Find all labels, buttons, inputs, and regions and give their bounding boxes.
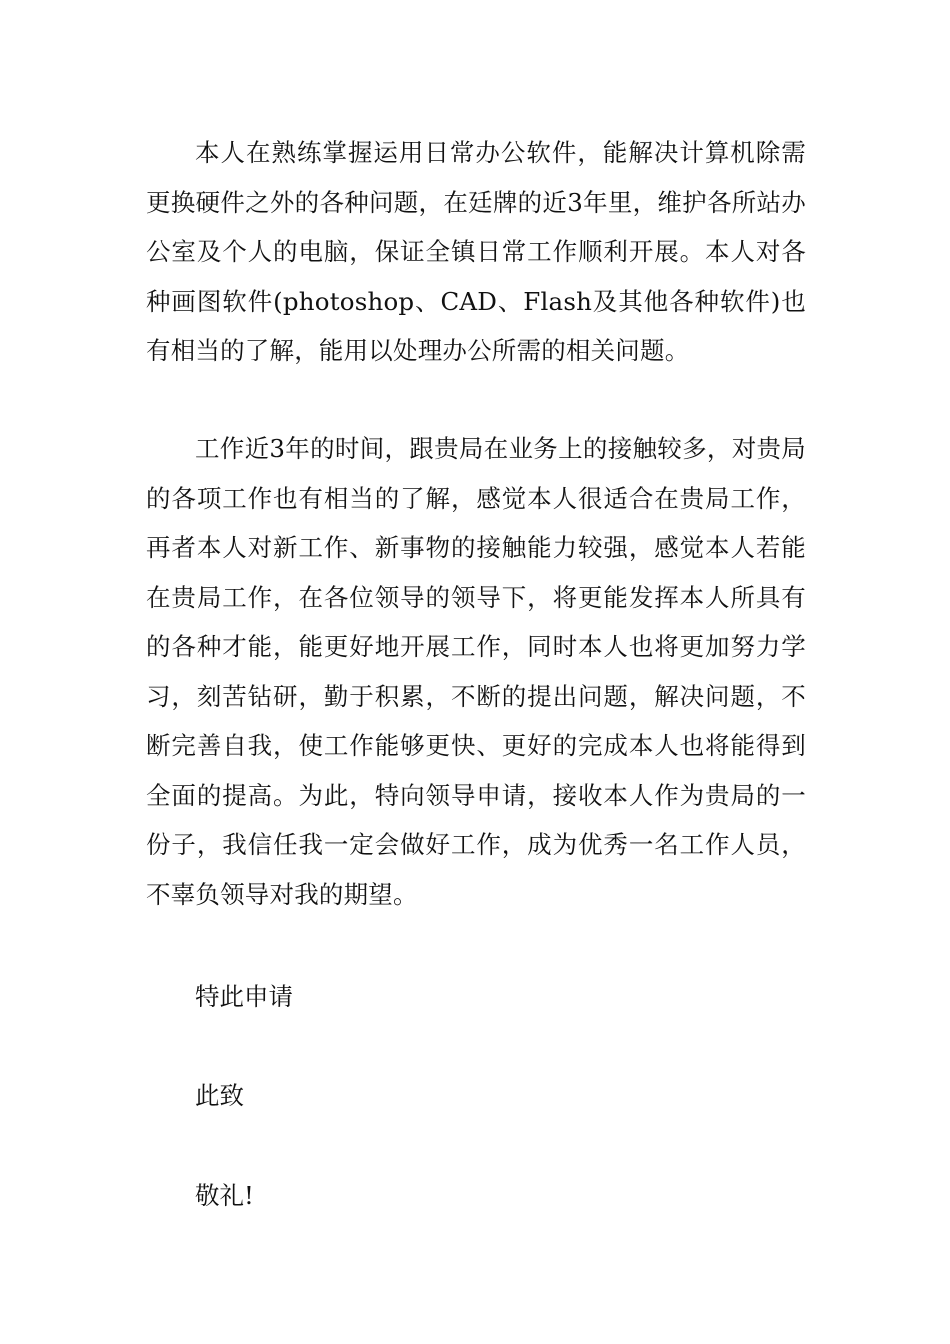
closing-request: 特此申请 (195, 982, 293, 1011)
closing-regards: 敬礼! (195, 1181, 254, 1210)
body-paragraph-application: 工作近3年的时间，跟贵局在业务上的接触较多，对贵局的各项工作也有相当的了解，感觉本人很适合在贵局工作，再者本人对新工作、新事物的接触能力较强，感觉本人若能在贵局工作，在各位领导的领导下，将更能发挥本人所具有的各种才能，能更好地开展工作，同时本人也将更加努力学习，刻苦钻研，勤于积累，不断的提出问题，解决问题，不断完善自我，使工作能够更快、更好的完成本人也将能得到全面的提高。为此，特向领导申请，接收本人作为贵局的一份子，我信任我一定会做好工作，成为优秀一名工作人员，不辜负领导对我的期望。 (146, 434, 806, 909)
closing-salutation: 此致 (195, 1081, 244, 1110)
body-paragraph-skills: 本人在熟练掌握运用日常办公软件，能解决计算机除需更换硬件之外的各种问题，在廷牌的近3年里，维护各所站办公室及个人的电脑，保证全镇日常工作顺利开展。本人对各种画图软件(photoshop、CAD、Flash及其他各种软件)也有相当的了解，能用以处理办公所需的相关问题。 (146, 138, 806, 365)
